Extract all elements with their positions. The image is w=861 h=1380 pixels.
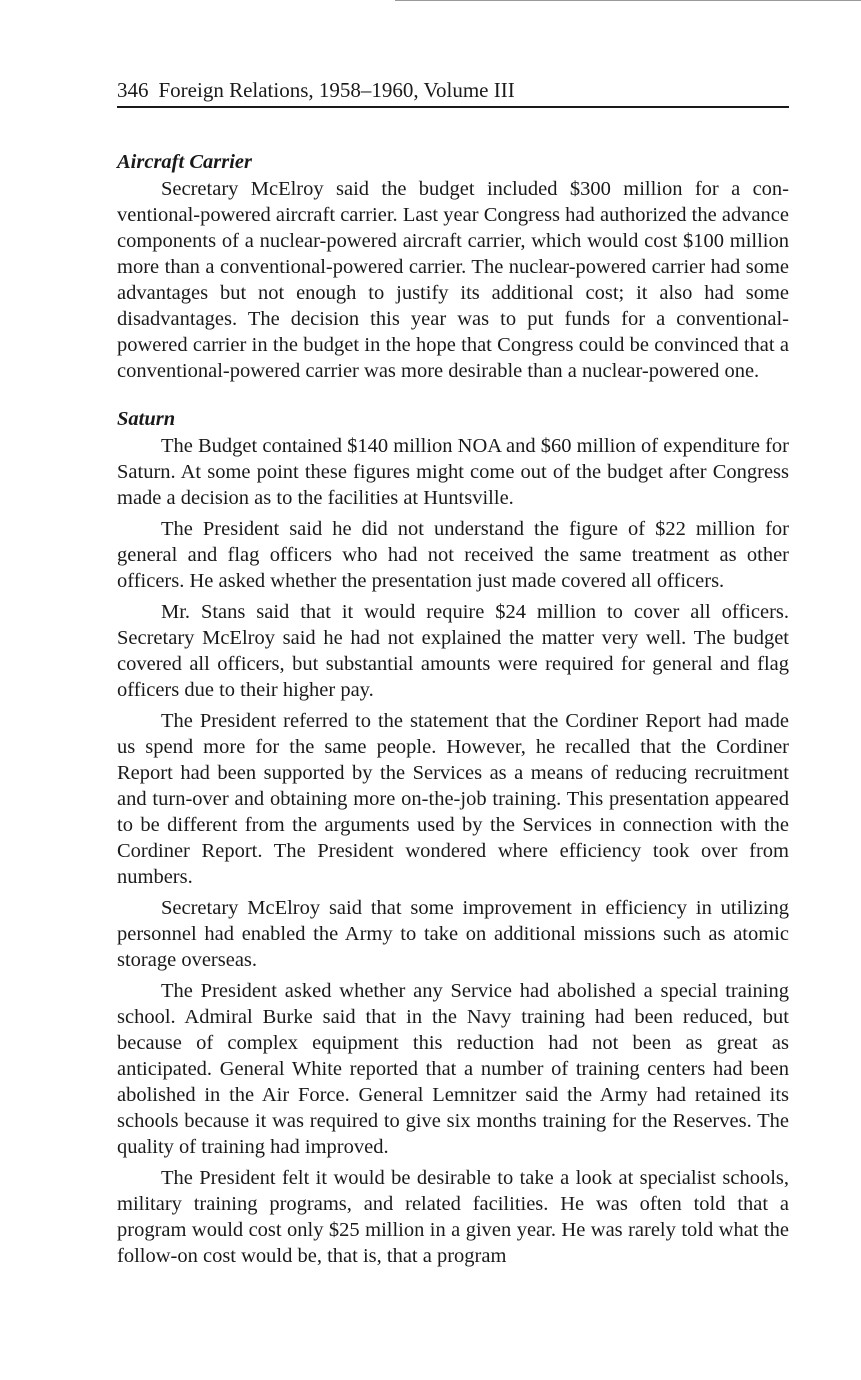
- document-page: [117, 76, 789, 1274]
- page-number: 346: [117, 78, 149, 102]
- paragraph-training-schools: The President asked whether any Service had abolished a special training school. Admiral Burke said that in the Navy training had been reduced, but because of complex equipment this reduction had not been as great as anticipated. General White reported that a number of training centers had been abolished in the Air Force. General Lemnitzer said the Army had retained its schools because it was required to give six months training for the Reserves. The quality of training had improved.: [117, 980, 789, 1158]
- section-heading-saturn: Saturn: [117, 408, 176, 430]
- section-heading-aircraft-carrier: Aircraft Carrier: [117, 151, 252, 173]
- paragraph-stans-response: Mr. Stans said that it would require $24 million to cover all officers. Secretary McElroy said he had not explained the matter very well. The budget covered all officers, but substantial amounts were required for general and flag officers due to their higher pay.: [117, 601, 789, 701]
- paragraph-specialist-schools: The President felt it would be desirable to take a look at specialist schools, military training programs, and related facilities. He was often told that a program would cost only $25 million in a given year. He was rarely told what the follow-on cost would be, that is, that a program: [117, 1167, 789, 1267]
- volume-title: Foreign Relations, 1958–1960, Volume III: [158, 78, 515, 102]
- paragraph-aircraft-carrier: Secretary McElroy said the budget included $300 million for a conventional-powered aircraft carrier. Last year Congress had authorized the advance components of a nuclear-powered aircraft carrier, which would cost $100 million more than a conventional-powered carrier. The nuclear-powered carrier had some advantages but not enough to justify its additional cost; it also had some disadvantages. The decision this year was to put funds for a conventional-powered carrier in the budget in the hope that Congress could be convinced that a conventional-powered carrier was more desirable than a nuclear-powered one.: [117, 178, 789, 382]
- paragraph-president-flag-officers: The President said he did not understand the figure of $22 million for general and flag officers who had not received the same treatment as other officers. He asked whether the presentation just made covered all officers.: [117, 518, 789, 592]
- paragraph-mcelroy-efficiency: Secretary McElroy said that some improvement in efficiency in utilizing personnel had enabled the Army to take on additional missions such as atomic storage overseas.: [117, 897, 789, 971]
- paragraph-cordiner-report: The President referred to the statement that the Cordiner Report had made us spend more for the same people. However, he recalled that the Cordiner Report had been supported by the Services as a means of reducing recruitment and turn-over and obtaining more on-the-job training. This presentation appeared to be different from the arguments used by the Services in connection with the Cordiner Report. The President wondered where efficiency took over from numbers.: [117, 710, 789, 888]
- paragraph-saturn-budget: The Budget contained $140 million NOA and $60 million of expenditure for Saturn. At some point these figures might come out of the budget after Congress made a decision as to the facilities at Huntsville.: [117, 435, 789, 509]
- running-header: [117, 76, 789, 108]
- page-top-edge-line: [395, 0, 861, 1]
